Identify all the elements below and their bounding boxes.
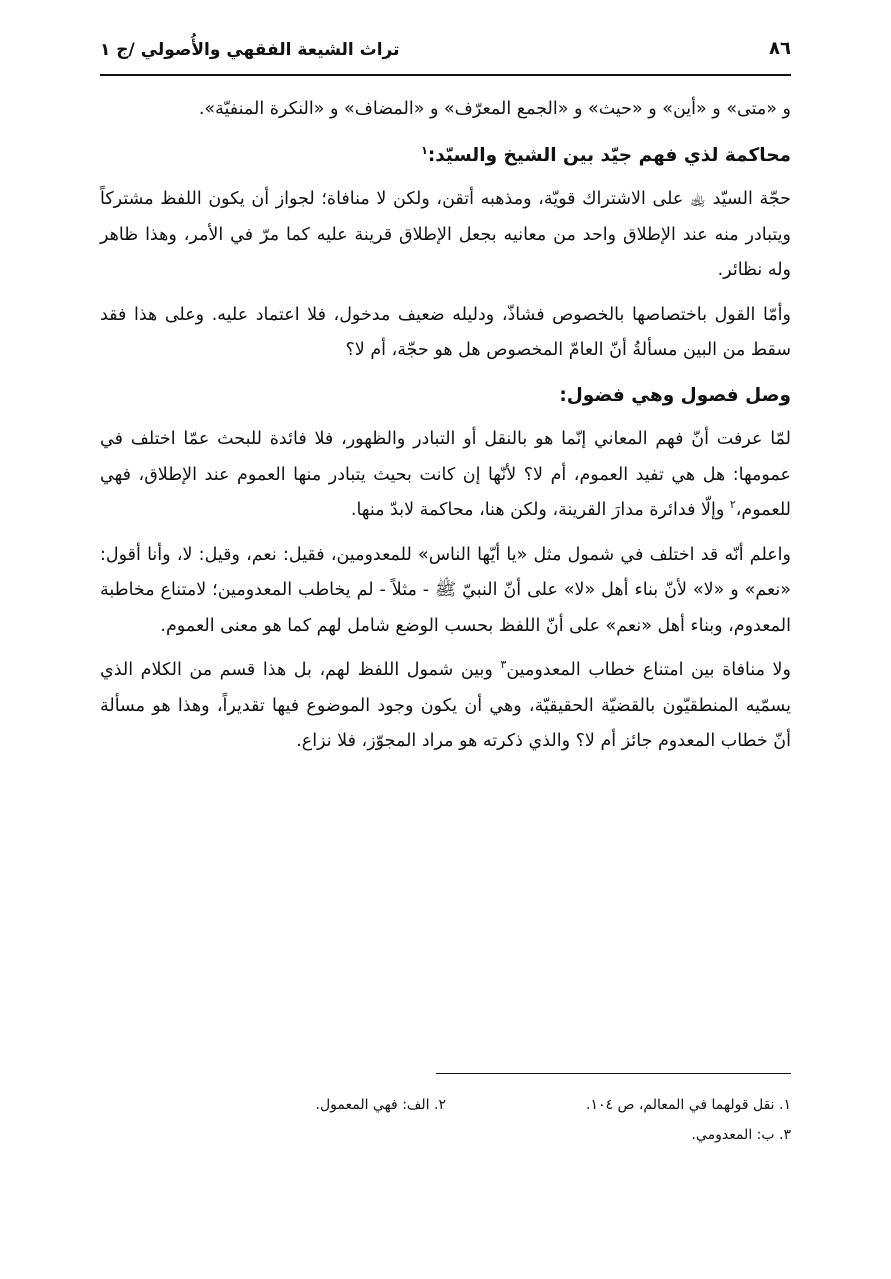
main-text [100, 92, 791, 760]
paragraph: واعلم أنّه قد اختلف في شمول مثل «يا أيّها الناس» للمعدومين، فقيل: نعم، وقيل: لا، وأنا أقول: «نعم» و «لا» لأنّ بناء أهل «لا» على أنّ النبيّ ﷺ - مثلاً - لم يخاطب المعدومين؛ لامتناع مخاطبة المعدوم، وبناء أهل «نعم» على أنّ اللفظ بحسب الوضع شامل لهم كما هو معنى العموم. [100, 544, 791, 636]
paragraph: و «متى» و «أين» و «حيث» و «الجمع المعرّف» و «المضاف» و «النكرة المنفيّة». [198, 99, 791, 119]
paragraph: وأمّا القول باختصاصها بالخصوص فشاذّ، ودليله ضعيف مدخول، فلا اعتماد عليه. وعلى هذا فقد سقط من البين مسألةُ أنّ العامّ المخصوص هل هو حجّة، أم لا؟ [100, 304, 791, 360]
section-heading: وصل فصول وهي فضول: [559, 384, 791, 406]
page-number: ٨٦ [769, 38, 791, 59]
paragraph: حجّة السيّد ﵀ على الاشتراك قويّة، ومذهبه أتقن، ولكن لا منافاة؛ لجواز أن يكون اللفظ مشتركاً ويتبادر منه عند الإطلاق واحد من معانيه بجعل الإطلاق قرينة عليه كما مرّ في الأمر، وهذا ظاهر وله نظائر. [100, 189, 791, 280]
page-header [100, 34, 791, 76]
footnote-2: ٢. الف: فهي المعمول. [315, 1097, 446, 1113]
footnote-ref[interactable]: ١ [421, 143, 428, 157]
footnote-3: ٣. ب: المعدومي. [691, 1127, 791, 1143]
footnote-divider [436, 1073, 791, 1074]
footnote-1: ١. نقل قولهما في المعالم، ص ١٠٤. [586, 1097, 791, 1113]
paragraph: لمّا عرفت أنّ فهم المعاني إنّما هو بالنقل أو التبادر والظهور، فلا فائدة للبحث عمّا اختلف في عمومها: هل هي تفيد العموم، أم لا؟ لأنّها إن كانت بحيث يتبادر منها العموم عند الإطلاق، فهي للعموم،$^٢$ وإلّا فدائرة مدارَ القرينة، ولكن هنا، محاكمة لابدّ منها. [100, 429, 791, 520]
running-title: تراث الشيعة الفقهي والأُصولي /ج ١ [100, 40, 400, 60]
paragraph: ولا منافاة بين امتناع خطاب المعدومين$^٣$ وبين شمول اللفظ لهم، بل هذا قسم من الكلام الذي يسمّيه المنطقيّون بالقضيّة الحقيقيّة، وهي أن يكون وجود الموضوع فيها تقديراً، وهذا هو مسألة أنّ خطاب المعدوم جائز أم لا؟ والذي ذكرته هو مراد المجوّز، فلا نزاع. [100, 658, 791, 751]
section-heading: محاكمة لذي فهم جيّد بين الشيخ والسيّد:$^١$ [421, 143, 791, 166]
footnote-ref[interactable]: ٣ [500, 658, 507, 672]
footnote-ref[interactable]: ٢ [729, 498, 736, 512]
